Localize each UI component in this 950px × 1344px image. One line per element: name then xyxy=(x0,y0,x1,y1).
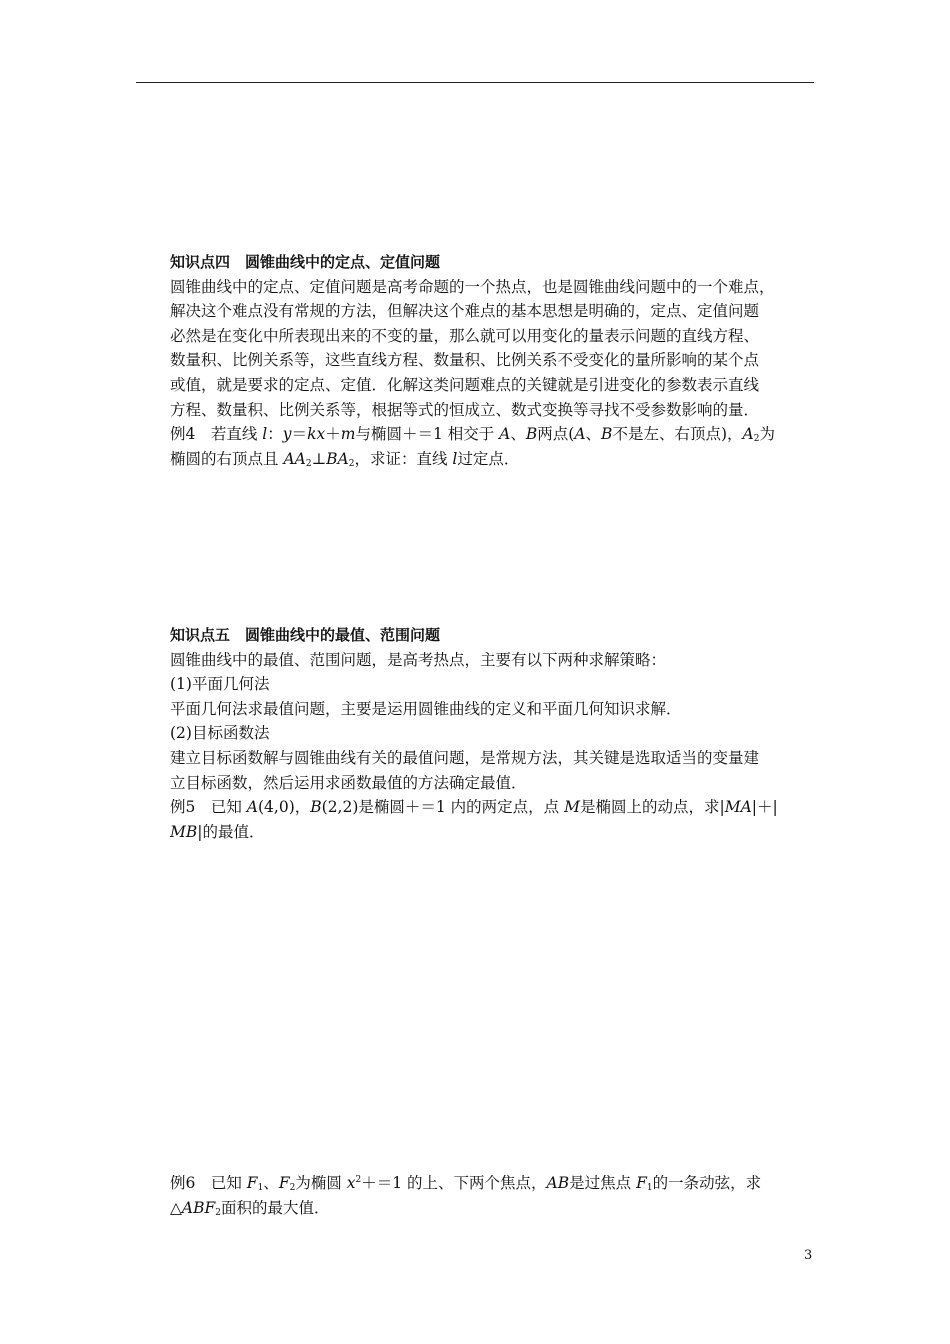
example-4 xyxy=(170,422,818,471)
section-4 xyxy=(170,250,818,471)
section-4-heading: 知识点四 圆锥曲线中的定点、定值问题 xyxy=(170,253,441,271)
body-line: 或值，就是要求的定点、定值．化解这类问题难点的关键就是引进变化的参数表示直线 xyxy=(170,375,760,394)
body-line: 圆锥曲线中的定点、定值问题是高考命题的一个热点，也是圆锥曲线问题中的一个难点， xyxy=(170,277,775,296)
header-rule xyxy=(136,82,814,83)
method-1-title: (1)平面几何法 xyxy=(170,675,270,694)
section-5-intro: 圆锥曲线中的最值、范围问题，是高考热点，主要有以下两种求解策略： xyxy=(170,650,667,669)
example-5 xyxy=(170,795,818,844)
example-5-line-1: 例5 已知 A(4,0)，B(2,2)是椭圆＋＝1 内的两定点，点 M是椭圆上的动点，求|MA|＋| xyxy=(170,798,778,817)
method-2-text-line-1: 建立目标函数解与圆锥曲线有关的最值问题，是常规方法，其关键是选取适当的变量建 xyxy=(170,748,760,767)
example-6-line-1: 例6 已知 $F_1$、$F_2$为椭圆 $x^2+=1$ 的上、下两个焦点，AB是过焦点 $F_1$的一条动弦，求 xyxy=(170,1174,762,1193)
body-line: 必然是在变化中所表现出来的不变的量，那么就可以用变化的量表示问题的直线方程、 xyxy=(170,326,760,345)
section-4-body xyxy=(170,275,818,423)
example-6 xyxy=(170,1171,818,1220)
method-1-text: 平面几何法求最值问题，主要是运用圆锥曲线的定义和平面几何知识求解． xyxy=(170,699,682,718)
example-6-line-2: $\triangle ABF_2$面积的最大值． xyxy=(170,1198,330,1218)
body-line: 方程、数量积、比例关系等，根据等式的恒成立、数式变换等寻找不受参数影响的量． xyxy=(170,400,760,419)
example-5-line-2: MB|的最值． xyxy=(170,822,265,841)
example-4-line-2: 椭圆的右顶点且 $AA_2\perp BA_2$，求证：直线 l过定点． xyxy=(170,449,520,469)
example-4-line-1: 例4 若直线 l：y＝kx＋m与椭圆＋＝1 相交于 A、B两点(A、B不是左、右顶点)，$A_2$为 xyxy=(170,425,775,445)
page-number: 3 xyxy=(804,1248,813,1263)
section-5 xyxy=(170,623,818,844)
method-2-title: (2)目标函数法 xyxy=(170,724,270,743)
body-line: 数量积、比例关系等，这些直线方程、数量积、比例关系不受变化的量所影响的某个点 xyxy=(170,351,760,370)
section-5-heading: 知识点五 圆锥曲线中的最值、范围问题 xyxy=(170,626,441,644)
method-2-text-line-2: 立目标函数，然后运用求函数最值的方法确定最值． xyxy=(170,773,527,792)
body-line: 解决这个难点没有常规的方法，但解决这个难点的基本思想是明确的，定点、定值问题 xyxy=(170,302,760,321)
